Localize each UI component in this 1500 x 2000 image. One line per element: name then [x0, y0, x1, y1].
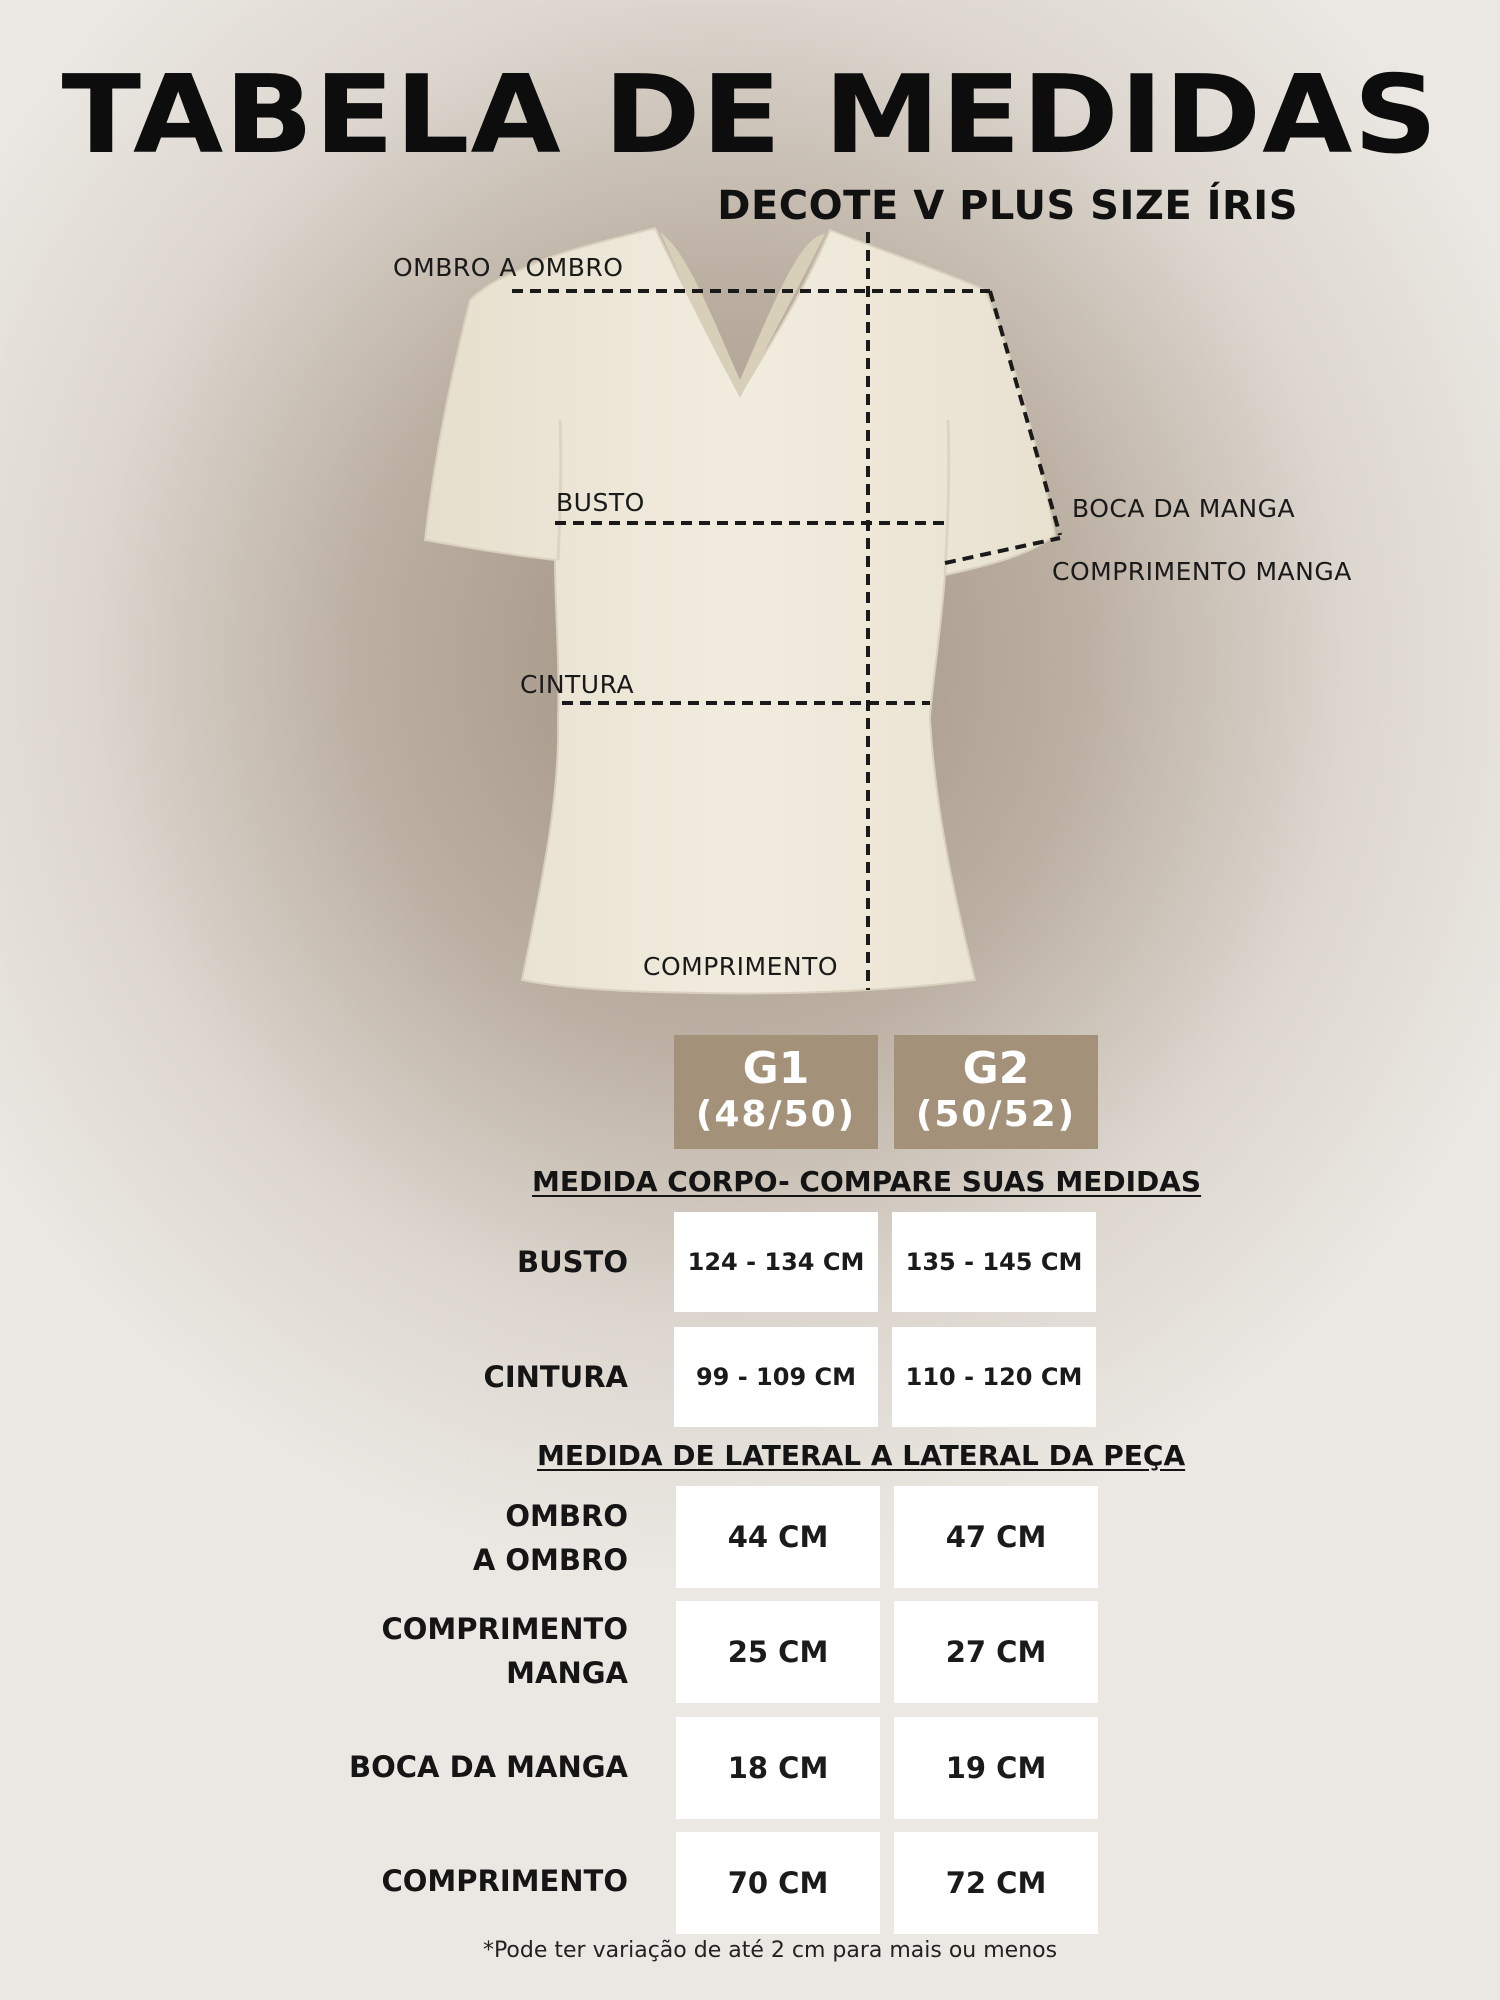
row-label-comprimento-manga-line1: COMPRIMENTO [381, 1612, 628, 1646]
diagram-label-comprimento: COMPRIMENTO [643, 952, 839, 981]
row-label-busto: BUSTO [517, 1245, 628, 1279]
cell-comprimento-g2: 72 CM [894, 1832, 1098, 1934]
cell-comprimento-manga-g1: 25 CM [676, 1601, 880, 1703]
row-label-boca-manga: BOCA DA MANGA [348, 1750, 628, 1784]
row-label-ombro-line2: A OMBRO [472, 1543, 628, 1577]
cell-ombro-g1: 44 CM [676, 1486, 880, 1588]
page-subtitle: DECOTE V PLUS SIZE ÍRIS [717, 183, 1298, 229]
cell-busto-g2: 135 - 145 CM [892, 1212, 1096, 1312]
diagram-label-cintura: CINTURA [520, 670, 635, 699]
row-label-comprimento-manga-line2: MANGA [506, 1656, 628, 1690]
footnote: *Pode ter variação de até 2 cm para mais ou menos [482, 1938, 1058, 1963]
section-title-garment: MEDIDA DE LATERAL A LATERAL DA PEÇA [537, 1439, 1186, 1472]
section-title-body: MEDIDA CORPO- COMPARE SUAS MEDIDAS [532, 1165, 1202, 1198]
cell-ombro-g2: 47 CM [894, 1486, 1098, 1588]
size-code: G2 [962, 1043, 1030, 1094]
cell-boca-manga-g2: 19 CM [894, 1717, 1098, 1819]
row-label-ombro-line1: OMBRO [505, 1499, 628, 1533]
cell-boca-manga-g1: 18 CM [676, 1717, 880, 1819]
size-code: G1 [742, 1043, 810, 1094]
cell-comprimento-manga-g2: 27 CM [894, 1601, 1098, 1703]
diagram-label-boca-manga: BOCA DA MANGA [1072, 494, 1296, 523]
shirt-body [425, 228, 1055, 993]
cell-busto-g1: 124 - 134 CM [674, 1212, 878, 1312]
row-label-comprimento: COMPRIMENTO [381, 1864, 628, 1898]
size-header-g2 [894, 1035, 1098, 1149]
cell-cintura-g1: 99 - 109 CM [674, 1327, 878, 1427]
cell-cintura-g2: 110 - 120 CM [892, 1327, 1096, 1427]
page-title: TABELA DE MEDIDAS [61, 53, 1439, 178]
size-header-g1 [674, 1035, 878, 1149]
size-range: (50/52) [915, 1094, 1077, 1135]
size-range: (48/50) [695, 1094, 857, 1135]
diagram-label-ombro: OMBRO A OMBRO [393, 253, 624, 282]
diagram-label-busto: BUSTO [556, 488, 645, 517]
diagram-label-comprimento-manga: COMPRIMENTO MANGA [1052, 557, 1352, 586]
cell-comprimento-g1: 70 CM [676, 1832, 880, 1934]
row-label-cintura: CINTURA [483, 1360, 628, 1394]
